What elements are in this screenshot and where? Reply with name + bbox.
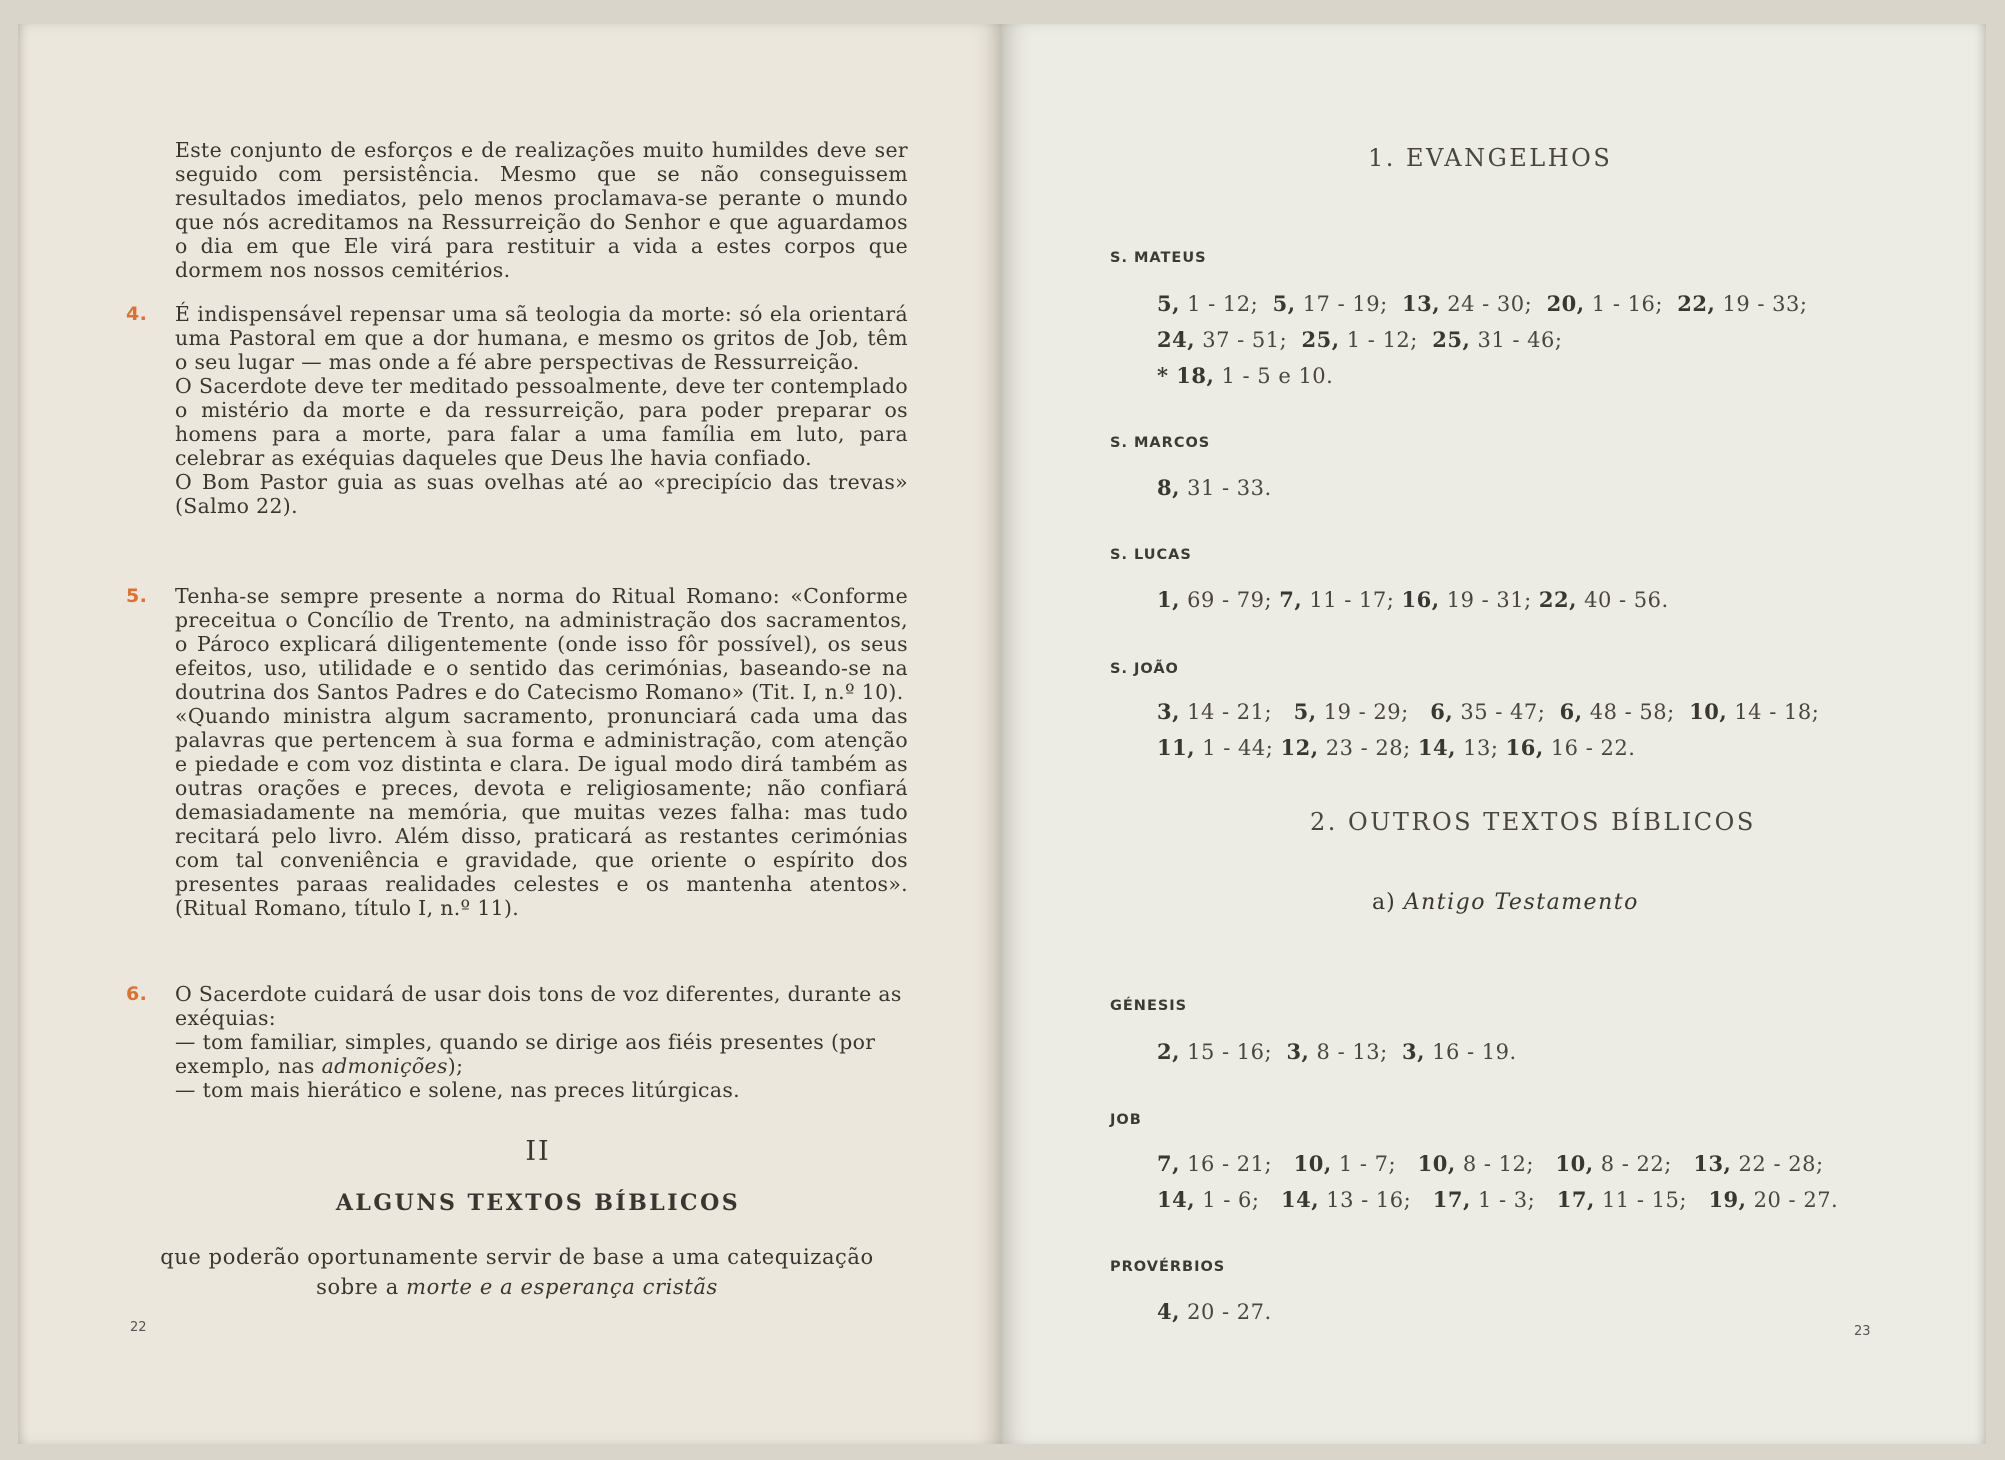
reference-line [1157, 322, 1877, 358]
reference-line [1157, 470, 1877, 506]
verse-range: 1 - 7; [1331, 1152, 1418, 1176]
verse-range: 16 - 19. [1424, 1040, 1517, 1064]
chapter-number: 22, [1538, 587, 1577, 612]
verse-range: 1 - 5 e 10. [1214, 364, 1334, 388]
chapter-number: 14, [1281, 1187, 1320, 1212]
chapter-number: 17, [1556, 1187, 1595, 1212]
chapter-number: 5, [1157, 291, 1180, 316]
chapter-number: 8, [1157, 475, 1180, 500]
chapter-number: 17, [1432, 1187, 1471, 1212]
paragraph-text: Este conjunto de esforços e de realizações muito humildes deve ser seguido com persistência. Mesmo que se não conseguissem resultados imediatos, pelo menos proclamava-se perante o mundo que nós acreditamos na Ressurreição do Senhor e que aguardamos o dia em que Ele virá para restituir a vida a estes corpos que dormem nos nossos cemitérios. [175, 138, 908, 282]
reference-line [1157, 1034, 1877, 1070]
list-item-6 [126, 982, 908, 1102]
subheading-antigo-testamento [1372, 890, 1639, 915]
chapter-number: 22, [1677, 291, 1716, 316]
verse-range: 23 - 28; [1318, 736, 1418, 760]
section-number: II [525, 1136, 551, 1167]
text-span: — tom familiar, simples, quando se dirige aos fiéis presentes (por exemplo, nas [175, 1030, 876, 1078]
verse-range: 19 - 29; [1316, 700, 1431, 724]
book-spread [18, 24, 1986, 1444]
emphasis-text: Antigo Testamento [1403, 890, 1639, 915]
item-paragraph: O Sacerdote cuidará de usar dois tons de voz diferentes, durante as exéquias: [175, 982, 902, 1030]
emphasis-text: admonições [321, 1054, 448, 1078]
chapter-number: 12, [1280, 735, 1319, 760]
verse-range: 22 - 28; [1731, 1152, 1824, 1176]
verse-range: 1 - 44; [1195, 736, 1281, 760]
verse-range: 1 - 16; [1584, 292, 1678, 316]
chapter-number: 20, [1546, 291, 1585, 316]
reference-line [1157, 286, 1877, 322]
chapter-number: 13, [1402, 291, 1441, 316]
chapter-number: 6, [1430, 699, 1454, 724]
text-span: a) [1372, 890, 1404, 915]
verse-range: 14 - 18; [1727, 700, 1820, 724]
text-span: ); [447, 1054, 464, 1078]
verse-range: 16 - 21; [1179, 1152, 1294, 1176]
verse-range: 14 - 21; [1179, 700, 1294, 724]
chapter-number: 5, [1272, 291, 1296, 316]
chapter-number: * 18, [1157, 363, 1215, 388]
verse-range: 8 - 13; [1309, 1040, 1403, 1064]
item-paragraph: «Quando ministra algum sacramento, pronunciará cada uma das palavras que pertencem à sua forma e administração, com atenção e piedade e com voz distinta e clara. De igual modo dirá também as outras orações e preces, devota e religiosamente; não confiará demasiadamente na memória, que muitas vezes falha: mas tudo recitará pelo livro. Além disso, praticará as restantes cerimónias com tal conveniência e gravidade, que oriente o espírito dos presentes paraas realidades celestes e os mantenha atentos». (Ritual Romano, título I, n.º 11). [175, 704, 908, 920]
verse-range: 13; [1455, 736, 1506, 760]
reference-line [1157, 694, 1877, 730]
reference-line [1157, 730, 1877, 766]
section-subtitle [126, 1242, 908, 1302]
verse-range: 1 - 12; [1179, 292, 1273, 316]
item-number: 6. [126, 983, 148, 1005]
verse-range: 8 - 12; [1455, 1152, 1556, 1176]
reference-line [1157, 358, 1877, 394]
verse-range: 16 - 22. [1543, 736, 1636, 760]
chapter-number: 1, [1157, 587, 1180, 612]
item-paragraph: — tom mais hierático e solene, nas preces litúrgicas. [175, 1078, 740, 1102]
heading-outros-textos: 2. OUTROS TEXTOS BÍBLICOS [1310, 808, 1756, 836]
verse-range: 17 - 19; [1295, 292, 1403, 316]
chapter-number: 24, [1157, 327, 1196, 352]
verse-range: 31 - 46; [1470, 328, 1563, 352]
chapter-number: 5, [1293, 699, 1317, 724]
section-title: ALGUNS TEXTOS BÍBLICOS [335, 1190, 741, 1216]
refs-mateus [1157, 286, 1877, 394]
emphasis-text: morte e a esperança cristãs [406, 1275, 718, 1299]
heading-evangelhos: 1. EVANGELHOS [1368, 144, 1613, 172]
verse-range: 15 - 16; [1179, 1040, 1287, 1064]
verse-range: 19 - 31; [1439, 588, 1539, 612]
verse-range: 20 - 27. [1179, 1300, 1272, 1324]
item-paragraph: O Sacerdote deve ter meditado pessoalmente, deve ter contemplado o mistério da morte e da ressurreição, para poder preparar os homens para a morte, para falar a uma família em luto, para celebrar as exéquias daqueles que Deus lhe havia confiado. [175, 374, 908, 470]
item-paragraph: O Bom Pastor guia as suas ovelhas até ao «precipício das trevas» (Salmo 22). [175, 470, 908, 518]
chapter-number: 3, [1402, 1039, 1425, 1064]
reference-line [1157, 582, 1877, 618]
item-paragraph: Tenha-se sempre presente a norma do Ritual Romano: «Conforme preceitua o Concílio de Trento, na administração dos sacramentos, o Pároco explicará diligentemente (onde isso fôr possível), os seus efeitos, uso, utilidade e o sentido das cerimónias, baseando-se na doutrina dos Santos Padres e do Catecismo Romano» (Tit. I, n.º 10). [175, 584, 908, 704]
book-label-lucas: S. LUCAS [1110, 547, 1192, 563]
book-label-mateus: S. MATEUS [1110, 250, 1207, 266]
verse-range: 1 - 12; [1339, 328, 1433, 352]
verse-range: 13 - 16; [1319, 1188, 1433, 1212]
verse-range: 11 - 17; [1302, 588, 1402, 612]
chapter-number: 10, [1293, 1151, 1332, 1176]
left-page [18, 24, 1002, 1444]
subtitle-line [126, 1272, 908, 1302]
chapter-number: 16, [1505, 735, 1544, 760]
refs-genesis [1157, 1034, 1877, 1070]
book-label-marcos: S. MARCOS [1110, 435, 1211, 451]
verse-range: 19 - 33; [1715, 292, 1808, 316]
refs-marcos [1157, 470, 1877, 506]
reference-line [1157, 1294, 1877, 1330]
chapter-number: 16, [1401, 587, 1440, 612]
item-number: 4. [126, 303, 148, 325]
book-label-job: JOB [1110, 1112, 1142, 1128]
verse-range: 24 - 30; [1440, 292, 1547, 316]
book-label-proverbios: PROVÉRBIOS [1110, 1259, 1226, 1275]
chapter-number: 4, [1157, 1299, 1180, 1324]
text-span: sobre a [316, 1275, 407, 1299]
verse-range: 31 - 33. [1179, 476, 1272, 500]
list-item-4 [126, 302, 908, 518]
page-number: 22 [130, 1320, 147, 1335]
page-number: 23 [1854, 1324, 1871, 1339]
verse-range: 69 - 79; [1179, 588, 1280, 612]
reference-line [1157, 1182, 1877, 1218]
item-paragraph [175, 1030, 908, 1078]
verse-range: 1 - 3; [1470, 1188, 1557, 1212]
verse-range: 1 - 6; [1195, 1188, 1281, 1212]
chapter-number: 7, [1157, 1151, 1180, 1176]
chapter-number: 13, [1693, 1151, 1732, 1176]
chapter-number: 7, [1279, 587, 1303, 612]
chapter-number: 6, [1559, 699, 1583, 724]
chapter-number: 25, [1301, 327, 1340, 352]
verse-range: 8 - 22; [1593, 1152, 1694, 1176]
verse-range: 20 - 27. [1746, 1188, 1839, 1212]
verse-range: 48 - 58; [1582, 700, 1690, 724]
refs-proverbios [1157, 1294, 1877, 1330]
chapter-number: 3, [1157, 699, 1180, 724]
paragraph-intro [175, 138, 908, 282]
refs-joao [1157, 694, 1877, 766]
subtitle-line: que poderão oportunamente servir de base a uma catequização [160, 1245, 874, 1269]
chapter-number: 11, [1157, 735, 1196, 760]
refs-job [1157, 1146, 1877, 1218]
chapter-number: 14, [1157, 1187, 1196, 1212]
chapter-number: 3, [1286, 1039, 1310, 1064]
right-page [1002, 24, 1986, 1444]
verse-range: 11 - 15; [1594, 1188, 1709, 1212]
chapter-number: 25, [1432, 327, 1471, 352]
refs-lucas [1157, 582, 1877, 618]
book-label-joao: S. JOÃO [1110, 661, 1179, 677]
chapter-number: 10, [1417, 1151, 1456, 1176]
chapter-number: 2, [1157, 1039, 1180, 1064]
verse-range: 37 - 51; [1195, 328, 1302, 352]
chapter-number: 19, [1708, 1187, 1747, 1212]
book-label-genesis: GÉNESIS [1110, 998, 1188, 1014]
list-item-5 [126, 584, 908, 920]
item-paragraph: É indispensável repensar uma sã teologia da morte: só ela orientará uma Pastoral em que a dor humana, e mesmo os gritos de Job, têm o seu lugar — mas onde a fé abre perspectivas de Ressurreição. [175, 302, 908, 374]
chapter-number: 10, [1689, 699, 1728, 724]
item-number: 5. [126, 585, 148, 607]
chapter-number: 10, [1555, 1151, 1594, 1176]
reference-line [1157, 1146, 1877, 1182]
verse-range: 35 - 47; [1453, 700, 1560, 724]
chapter-number: 14, [1417, 735, 1456, 760]
verse-range: 40 - 56. [1576, 588, 1669, 612]
